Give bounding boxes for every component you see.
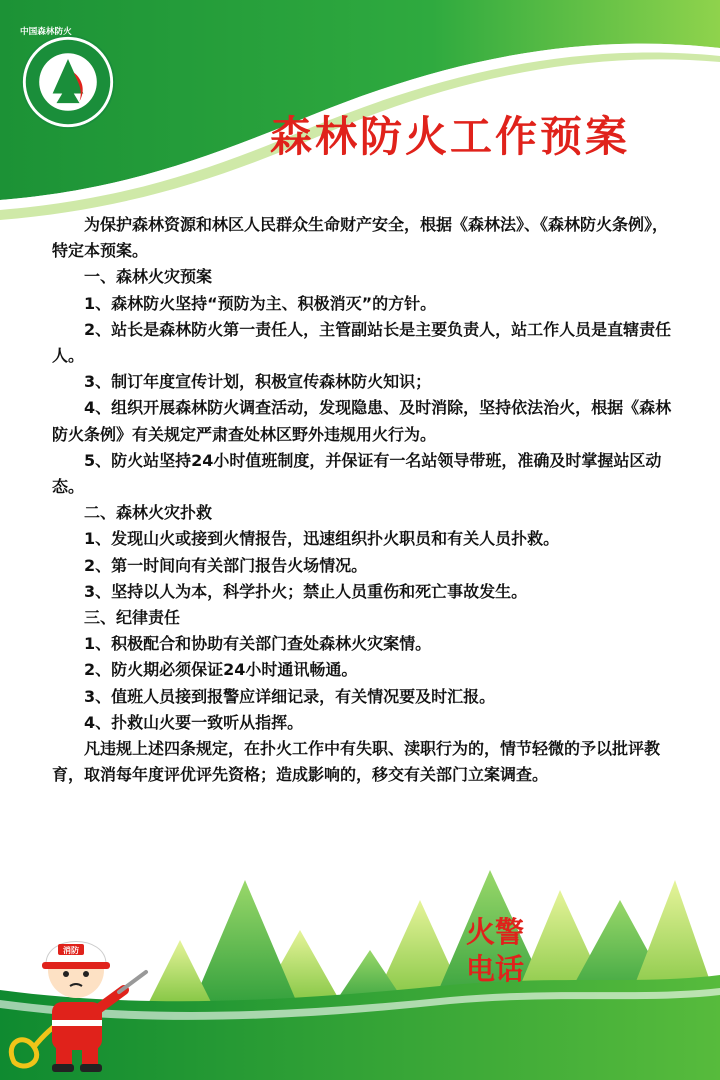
helmet-text: 消防 <box>63 946 79 955</box>
logo-text-cn: 中国森林防火 <box>20 27 72 37</box>
section-heading: 一、森林火灾预案 <box>84 267 213 287</box>
paragraph: 5、防火站坚持24小时值班制度，并保证有一名站领导带班，准确及时掌握站区动态。 <box>52 450 662 497</box>
paragraph: 凡违规上述四条规定，在扑火工作中有失职、渎职行为的，情节轻微的予以批评教育，取消每年度评优评先资格；造成影响的，移交有关部门立案调查。 <box>52 739 661 785</box>
forest-fire-logo <box>20 27 116 130</box>
page-title: 森林防火工作预案 <box>269 112 630 161</box>
fire-phone-line2: 电话 <box>466 952 525 986</box>
firefighter-mascot <box>4 912 154 1077</box>
paragraph: 3、坚持以人为本，科学扑火；禁止人员重伤和死亡事故发生。 <box>84 581 528 601</box>
paragraph: 为保护森林资源和林区人民群众生命财产安全，根据《森林法》、《森林防火条例》，特定本预案。 <box>52 215 669 261</box>
paragraph: 1、积极配合和协助有关部门查处森林火灾案情。 <box>84 634 432 654</box>
plan-body <box>52 212 672 788</box>
paragraph: 3、制订年度宣传计划，积极宣传森林防火知识； <box>84 372 432 392</box>
paragraph: 3、值班人员接到报警应详细记录，有关情况要及时汇报。 <box>84 686 496 706</box>
paragraph: 4、扑救山火要一致听从指挥。 <box>84 712 304 732</box>
paragraph: 1、发现山火或接到火情报告，迅速组织扑火职员和有关人员扑救。 <box>84 529 560 549</box>
paragraph: 4、组织开展森林防火调查活动，发现隐患、及时消除，坚持依法治火，根据《森林防火条例》有关规定严肃查处林区野外违规用火行为。 <box>52 398 672 444</box>
fire-phone-label <box>466 914 524 988</box>
section-heading: 二、森林火灾扑救 <box>84 503 213 523</box>
paragraph: 1、森林防火坚持“预防为主、积极消灭”的方针。 <box>84 293 437 313</box>
paragraph: 2、第一时间向有关部门报告火场情况。 <box>84 555 368 575</box>
section-heading: 三、纪律责任 <box>84 608 181 628</box>
paragraph: 2、防火期必须保证24小时通讯畅通。 <box>84 660 358 680</box>
fire-phone-line1: 火警 <box>466 915 525 949</box>
paragraph: 2、站长是森林防火第一责任人，主管副站长是主要负责人，站工作人员是直辖责任人。 <box>52 319 672 366</box>
